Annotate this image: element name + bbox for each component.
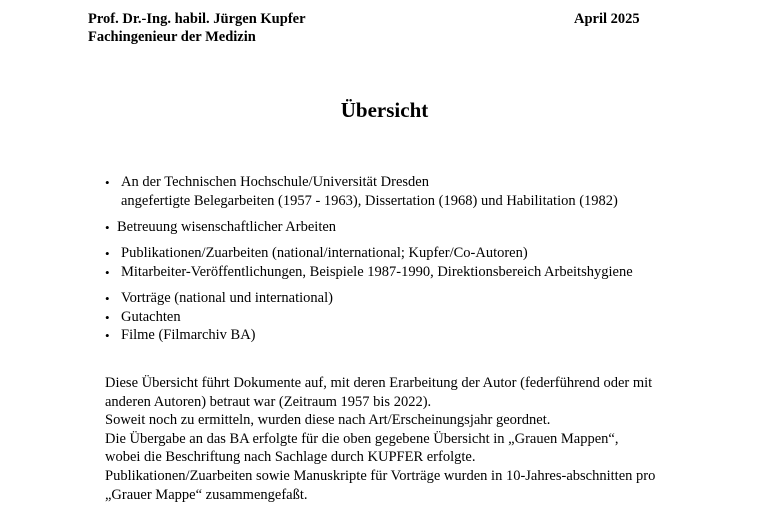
paragraph-line: Die Übergabe an das BA erfolgte für die oben gegebene Übersicht in „Grauen Mappen“, [105,430,619,447]
author-name: Prof. Dr.-Ing. habil. Jürgen Kupfer [88,11,306,27]
author-title: Fachingenieur der Medizin [88,29,256,45]
author-block [88,10,306,46]
paragraph-line: Diese Übersicht führt Dokumente auf, mit deren Erarbeitung der Autor (federführend oder mit [105,375,653,391]
bullet-icon: • [105,220,110,235]
document-date: April 2025 [574,11,640,27]
bullet-icon: • [105,265,110,280]
bullet-icon: • [105,310,110,325]
bullet-icon: • [105,175,110,190]
description-paragraph [105,374,725,504]
paragraph-line: Soweit noch zu ermitteln, wurden diese nach Art/Erscheinungsjahr geordnet. [105,412,551,429]
page-title: Übersicht [340,98,429,122]
paragraph-line: „Grauer Mappe“ zusammengefaßt. [105,486,308,503]
paragraph-line: Publikationen/Zuarbeiten sowie Manuskripte für Vorträge wurden in 10-Jahres-abschnitten pro [105,467,656,484]
bullet-icon: • [105,291,110,306]
bullet-icon: • [105,246,110,261]
bullet-icon: • [105,328,110,343]
paragraph-line: wobei die Beschriftung nach Sachlage durch KUPFER erfolgte. [105,449,476,466]
paragraph-line: anderen Autoren) betraut war (Zeitraum 1957 bis 2022). [105,393,432,410]
